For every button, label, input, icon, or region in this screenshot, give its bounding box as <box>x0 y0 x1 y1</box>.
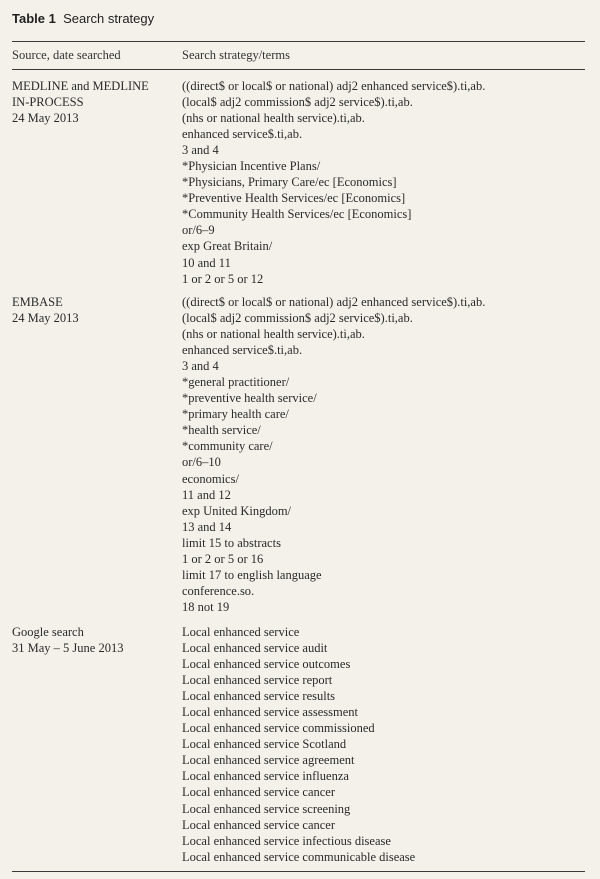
table-caption-label: Table 1 <box>12 11 56 26</box>
term-item: *Preventive Health Services/ec [Economics] <box>182 191 406 206</box>
term-item: Local enhanced service agreement <box>182 753 355 768</box>
term-item: Local enhanced service influenza <box>182 769 349 784</box>
source-line: Google search <box>12 625 84 639</box>
term-item: (local$ adj2 commission$ adj2 service$).ti,ab. <box>182 95 413 110</box>
term-item: 13 and 14 <box>182 519 232 534</box>
table-top-rule <box>12 41 585 42</box>
term-item: enhanced service$.ti,ab. <box>182 343 303 358</box>
term-item: ((direct$ or local$ or national) adj2 enhanced service$).ti,ab. <box>182 79 486 93</box>
table-bottom-rule <box>12 871 585 872</box>
term-item: Local enhanced service outcomes <box>182 657 351 672</box>
term-item: 3 and 4 <box>182 143 219 158</box>
source-line: EMBASE <box>12 295 63 309</box>
source-date: 24 May 2013 <box>12 311 79 325</box>
terms-list <box>182 294 587 615</box>
source-line: IN-PROCESS <box>12 95 84 109</box>
term-item: 10 and 11 <box>182 255 231 270</box>
term-item: (nhs or national health service).ti,ab. <box>182 111 365 126</box>
term-item: (nhs or national health service).ti,ab. <box>182 327 365 342</box>
term-item: *preventive health service/ <box>182 391 317 406</box>
term-item: exp Great Britain/ <box>182 239 273 254</box>
source-cell <box>12 294 177 326</box>
table-header-rule <box>12 69 585 70</box>
term-item: *Physicians, Primary Care/ec [Economics] <box>182 175 397 190</box>
term-item: *community care/ <box>182 439 273 454</box>
term-item: *Community Health Services/ec [Economics] <box>182 207 412 222</box>
term-item: Local enhanced service commissioned <box>182 721 375 736</box>
term-item: *general practitioner/ <box>182 375 290 390</box>
column-header-source: Source, date searched <box>12 48 121 62</box>
term-item: Local enhanced service Scotland <box>182 737 347 752</box>
term-item: Local enhanced service cancer <box>182 785 336 800</box>
source-cell <box>12 624 177 656</box>
terms-list <box>182 624 587 865</box>
table-caption-title: Search strategy <box>63 11 155 26</box>
term-item: 1 or 2 or 5 or 16 <box>182 551 264 566</box>
term-item: limit 17 to english language <box>182 567 322 582</box>
term-item: 1 or 2 or 5 or 12 <box>182 271 264 286</box>
term-item: enhanced service$.ti,ab. <box>182 127 303 142</box>
term-item: economics/ <box>182 471 239 486</box>
term-item: or/6–10 <box>182 455 221 470</box>
term-item: 3 and 4 <box>182 359 219 374</box>
source-cell <box>12 78 177 126</box>
term-item: Local enhanced service report <box>182 673 333 688</box>
term-item: Local enhanced service infectious disease <box>182 833 391 848</box>
term-item: Local enhanced service results <box>182 689 336 704</box>
term-item: Local enhanced service cancer <box>182 817 336 832</box>
term-item: ((direct$ or local$ or national) adj2 enhanced service$).ti,ab. <box>182 295 486 309</box>
term-item: Local enhanced service audit <box>182 641 328 656</box>
term-item: *health service/ <box>182 423 261 438</box>
term-item: Local enhanced service communicable disease <box>182 849 416 864</box>
term-item: Local enhanced service assessment <box>182 705 358 720</box>
term-item: limit 15 to abstracts <box>182 535 281 550</box>
terms-list <box>182 78 587 287</box>
term-item: 18 not 19 <box>182 599 230 614</box>
term-item: Local enhanced service screening <box>182 801 351 816</box>
table-caption <box>12 11 154 26</box>
term-item: (local$ adj2 commission$ adj2 service$).ti,ab. <box>182 311 413 326</box>
source-line: MEDLINE and MEDLINE <box>12 79 149 93</box>
term-item: *Physician Incentive Plans/ <box>182 159 321 174</box>
term-item: 11 and 12 <box>182 487 231 502</box>
source-date: 24 May 2013 <box>12 111 79 125</box>
column-header-terms: Search strategy/terms <box>182 48 290 62</box>
term-item: *primary health care/ <box>182 407 289 422</box>
term-item: Local enhanced service <box>182 625 300 639</box>
term-item: conference.so. <box>182 583 255 598</box>
source-date: 31 May – 5 June 2013 <box>12 641 124 655</box>
term-item: exp United Kingdom/ <box>182 503 292 518</box>
term-item: or/6–9 <box>182 223 215 238</box>
